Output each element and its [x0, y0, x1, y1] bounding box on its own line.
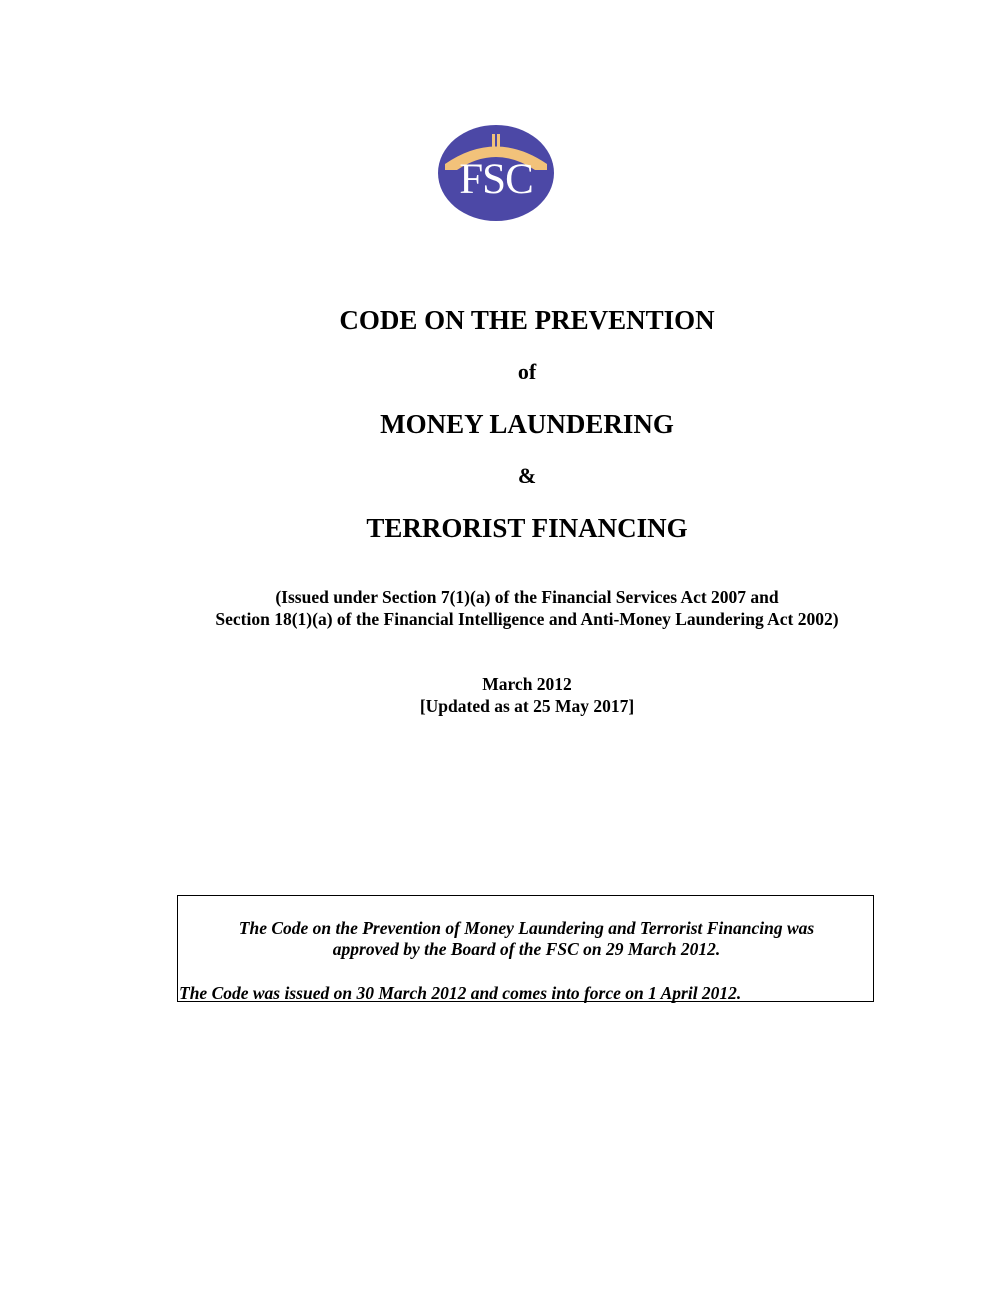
approval-statement-line-1: The Code on the Prevention of Money Laundering and Terrorist Financing was: [238, 918, 815, 938]
title-line-code-on-the-prevention: CODE ON THE PREVENTION: [339, 305, 715, 335]
approval-notice-box: [177, 895, 874, 1002]
approval-statement-line-2: approved by the Board of the FSC on 29 March 2012.: [332, 939, 721, 959]
approval-statement: [178, 918, 875, 960]
title-line-terrorist-financing: TERRORIST FINANCING: [366, 513, 688, 543]
issue-statement: The Code was issued on 30 March 2012 and comes into force on 1 April 2012.: [179, 983, 742, 1003]
title-line-ampersand: &: [517, 463, 537, 488]
updated-date: [Updated as at 25 May 2017]: [419, 696, 635, 716]
issued-under-line-1: (Issued under Section 7(1)(a) of the Financial Services Act 2007 and: [275, 587, 779, 607]
fsc-logo-text: FSC: [459, 156, 533, 203]
title-line-of: of: [517, 359, 537, 384]
issued-under-line-2: Section 18(1)(a) of the Financial Intelligence and Anti-Money Laundering Act 2002): [215, 609, 839, 629]
title-line-money-laundering: MONEY LAUNDERING: [380, 409, 674, 439]
fsc-logo: [437, 124, 555, 222]
issue-date: March 2012: [482, 674, 572, 694]
